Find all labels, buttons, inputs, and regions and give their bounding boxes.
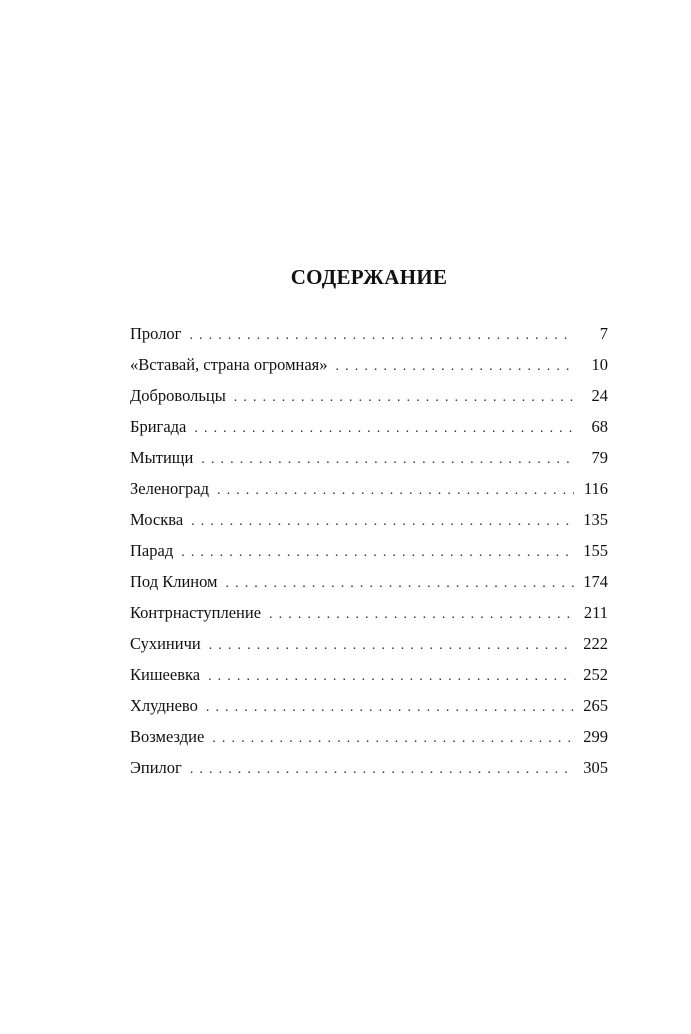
toc-entry-title: Москва (130, 510, 184, 529)
page-title: СОДЕРЖАНИЕ (290, 265, 448, 289)
toc-entry-page: 10 (591, 355, 608, 374)
toc-entry-title: Хлуднево (130, 696, 198, 715)
dot-leader (181, 537, 574, 568)
toc-entry-title: Возмездие (130, 727, 205, 746)
toc-entry-title: Контрнаступление (130, 603, 262, 622)
toc-entry (130, 442, 608, 473)
toc-entry (130, 628, 608, 659)
toc-entry-page: 68 (591, 417, 608, 436)
dot-leader (269, 599, 574, 630)
dot-leader (336, 351, 574, 382)
toc-entry (130, 597, 608, 628)
toc-entry (130, 690, 608, 721)
toc-entry-page: 24 (591, 386, 608, 405)
toc-entry-title: «Вставай, страна огромная» (130, 355, 328, 374)
toc-entry (130, 473, 608, 504)
toc-entry-title: Добровольцы (130, 386, 226, 405)
dot-leader (190, 754, 574, 785)
toc-entry (130, 566, 608, 597)
toc-entry-page: 265 (583, 696, 608, 715)
toc-entry-title: Зеленоград (130, 479, 209, 498)
toc-entry-title: Пролог (130, 324, 182, 343)
toc-entry-title: Под Клином (130, 572, 218, 591)
toc-entry (130, 318, 608, 349)
dot-leader (191, 506, 574, 537)
toc-entry-title: Бригада (130, 417, 187, 436)
toc-entry-page: 305 (583, 758, 608, 777)
toc-entry-title: Парад (130, 541, 174, 560)
toc-entry (130, 752, 608, 783)
toc-entry-page: 135 (583, 510, 608, 529)
dot-leader (189, 320, 574, 351)
toc-entry (130, 535, 608, 566)
dot-leader (217, 475, 574, 506)
toc-entry (130, 721, 608, 752)
dot-leader (209, 630, 574, 661)
toc-entry (130, 411, 608, 442)
toc-entry-page: 222 (583, 634, 608, 653)
dot-leader (208, 661, 574, 692)
toc-entry-title: Мытищи (130, 448, 194, 467)
toc-entry-page: 79 (591, 448, 608, 467)
toc-entry-page: 211 (583, 603, 608, 622)
dot-leader (194, 413, 574, 444)
toc-entry-page: 299 (583, 727, 608, 746)
dot-leader (234, 382, 574, 413)
toc-entry (130, 504, 608, 535)
dot-leader (212, 723, 574, 754)
toc-entry-title: Кишеевка (130, 665, 201, 684)
toc-entry-page: 116 (583, 479, 608, 498)
toc-entry-title: Эпилог (130, 758, 182, 777)
toc-entry (130, 380, 608, 411)
toc-entry (130, 349, 608, 380)
dot-leader (226, 568, 575, 599)
dot-leader (206, 692, 574, 723)
toc-entry (130, 659, 608, 690)
toc-entry-title: Сухиничи (130, 634, 201, 653)
toc-entry-page: 7 (599, 324, 608, 343)
table-of-contents (130, 318, 608, 783)
toc-entry-page: 155 (583, 541, 608, 560)
dot-leader (201, 444, 574, 475)
toc-entry-page: 174 (583, 572, 608, 591)
toc-entry-page: 252 (583, 665, 608, 684)
